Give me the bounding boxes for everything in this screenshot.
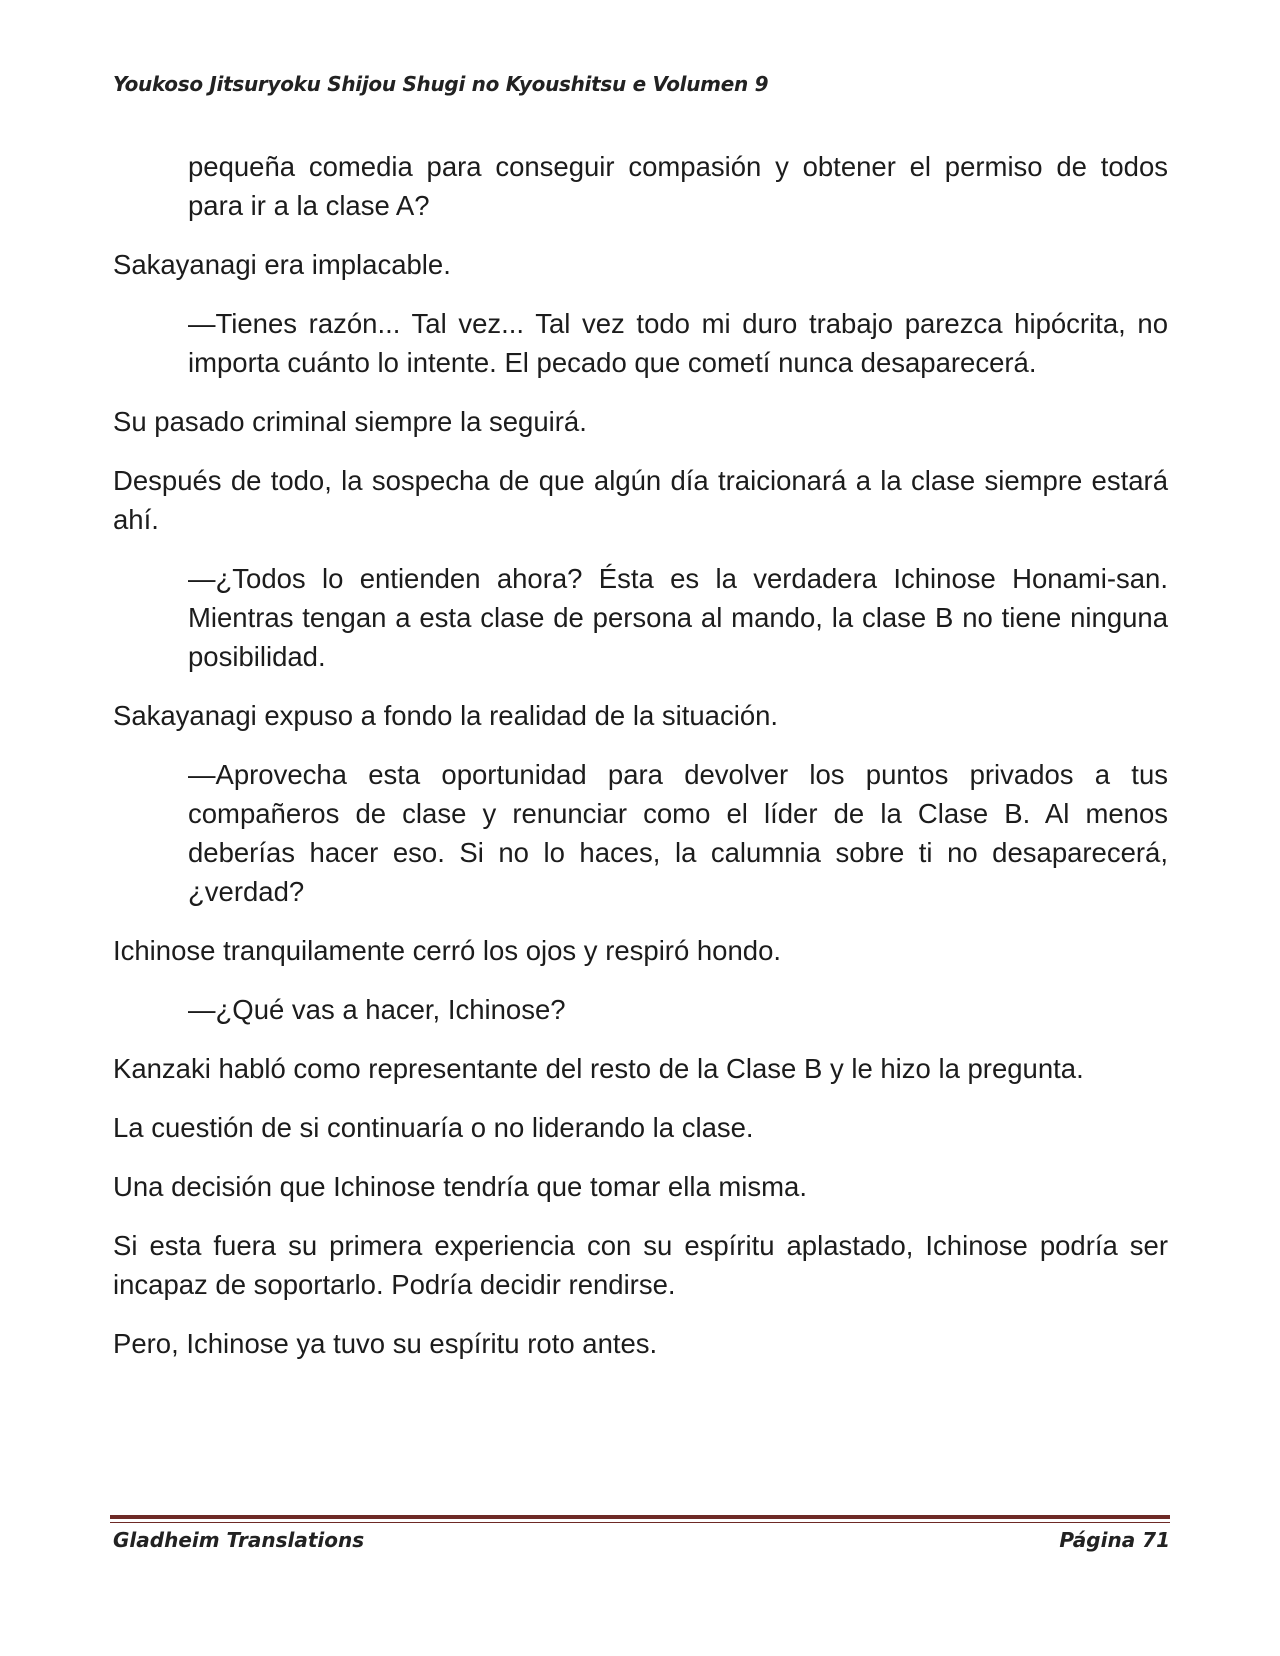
footer-page-number: Página 71	[1059, 1528, 1170, 1552]
paragraph-dialog: —¿Todos lo entienden ahora? Ésta es la verdadera Ichinose Honami-san. Mientras tengan a esta clase de persona al mando, la clase B no tiene ninguna posibilidad.	[188, 563, 1168, 672]
paragraph-narration: Kanzaki habló como representante del resto de la Clase B y le hizo la pregunta.	[113, 1053, 1084, 1084]
paragraph-dialog: —Aprovecha esta oportunidad para devolver los puntos privados a tus compañeros de clase y renunciar como el líder de la Clase B. Al menos deberías hacer eso. Si no lo haces, la calumnia sobre ti no desaparecerá, ¿verdad?	[188, 759, 1168, 907]
footer-divider-thick	[110, 1515, 1170, 1519]
paragraph-narration: Sakayanagi era implacable.	[113, 249, 451, 280]
page-body	[113, 147, 1168, 1383]
paragraph-narration: Después de todo, la sospecha de que algún día traicionará a la clase siempre estará ahí.	[113, 465, 1168, 535]
footer-translator-credit: Gladheim Translations	[113, 1528, 365, 1552]
paragraph-narration: Ichinose tranquilamente cerró los ojos y respiró hondo.	[113, 935, 782, 966]
paragraph-dialog: —¿Qué vas a hacer, Ichinose?	[188, 994, 566, 1025]
paragraph-narration: Pero, Ichinose ya tuvo su espíritu roto antes.	[113, 1328, 658, 1359]
footer-divider-thin	[110, 1522, 1170, 1523]
paragraph-narration: Su pasado criminal siempre la seguirá.	[113, 406, 587, 437]
paragraph-narration: Una decisión que Ichinose tendría que tomar ella misma.	[113, 1171, 807, 1202]
paragraph-narration: Sakayanagi expuso a fondo la realidad de la situación.	[113, 700, 779, 731]
paragraph-narration: Si esta fuera su primera experiencia con su espíritu aplastado, Ichinose podría ser incapaz de soportarlo. Podría decidir rendirse.	[113, 1230, 1168, 1300]
paragraph-narration: La cuestión de si continuaría o no liderando la clase.	[113, 1112, 754, 1143]
running-header-title: Youkoso Jitsuryoku Shijou Shugi no Kyoushitsu e Volumen 9	[113, 72, 769, 96]
paragraph-dialog: —Tienes razón... Tal vez... Tal vez todo mi duro trabajo parezca hipócrita, no importa cuánto lo intente. El pecado que cometí nunca desaparecerá.	[188, 308, 1168, 378]
paragraph-dialog: pequeña comedia para conseguir compasión y obtener el permiso de todos para ir a la clase A?	[188, 151, 1168, 221]
